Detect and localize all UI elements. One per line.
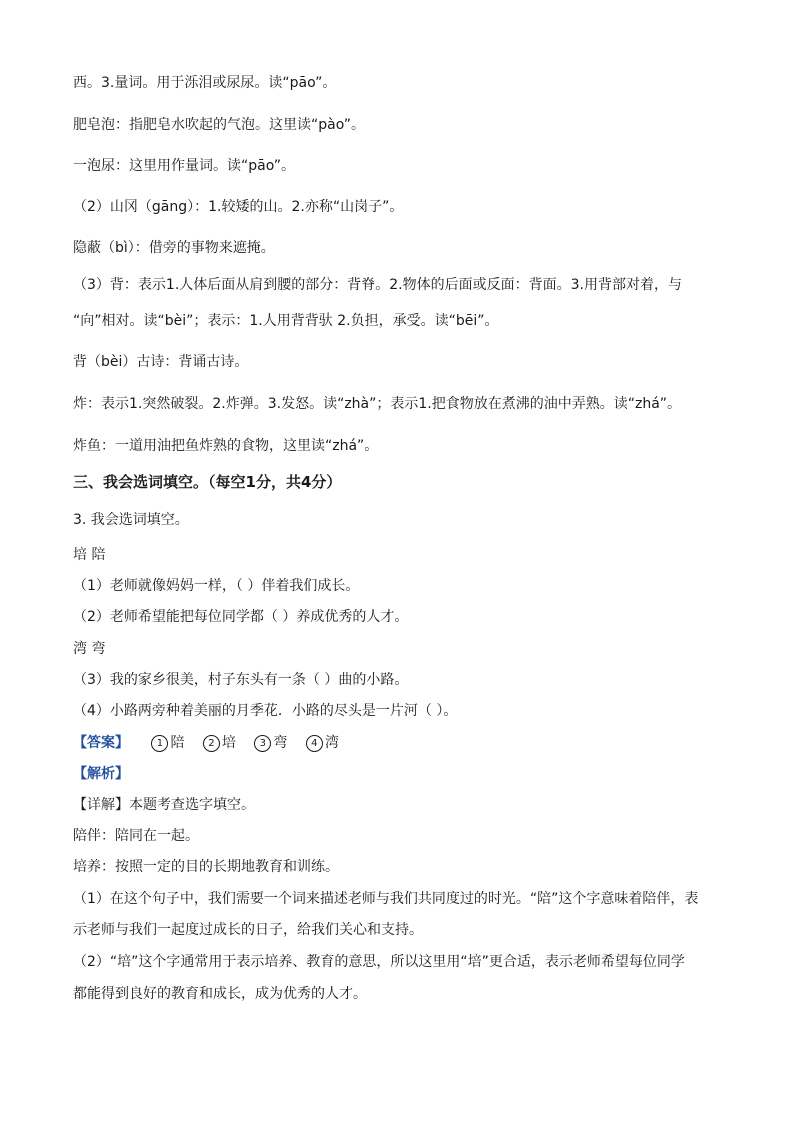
question-item: （4）小路两旁种着美丽的月季花．小路的尽头是一片河（ ）。 bbox=[73, 703, 458, 719]
answer-item bbox=[306, 734, 339, 752]
circled-number: 3 bbox=[254, 735, 271, 752]
analysis-line: （2）“培”这个字通常用于表示培养、教育的意思，所以这里用“培”更合适，表示老师希望每位同学 bbox=[73, 954, 685, 970]
text-line: 隐蔽（bì）：借旁的事物来遮掩。 bbox=[73, 240, 275, 256]
answer-item bbox=[254, 734, 287, 752]
text-line: 肥皂泡：指肥皂水吹起的气泡。这里读“pào”。 bbox=[73, 117, 366, 133]
analysis-label: 【解析】 bbox=[73, 766, 129, 782]
circled-number: 1 bbox=[151, 735, 168, 752]
text-line: （3）背：表示1.人体后面从肩到腰的部分：背脊。2.物体的后面或反面：背面。3.用背部对着，与 bbox=[73, 277, 682, 293]
answer-item bbox=[151, 734, 184, 752]
question-title: 3. 我会选词填空。 bbox=[73, 512, 189, 528]
circled-number: 4 bbox=[306, 735, 323, 752]
analysis-line: （1）在这个句子中，我们需要一个词来描述老师与我们共同度过的时光。“陪”这个字意味着陪伴，表 bbox=[73, 891, 699, 907]
text-line: 一泡尿：这里用作量词。读“pāo”。 bbox=[73, 158, 296, 174]
answer-text: 培 bbox=[221, 735, 236, 751]
question-item: （2）老师希望能把每位同学都（ ）养成优秀的人才。 bbox=[73, 609, 409, 625]
circled-number: 2 bbox=[203, 735, 220, 752]
text-line: 西。3.量词。用于泺泪或尿尿。读“pāo”。 bbox=[73, 75, 337, 91]
answer-row bbox=[73, 734, 339, 752]
text-line: 炸：表示1.突然破裂。2.炸弹。3.发怒。读“zhà”；表示1.把食物放在煮沸的油中弄熟。读“zhá”。 bbox=[73, 396, 682, 412]
text-line: （2）山冈（gāng）：1.较矮的山。2.亦称“山岗子”。 bbox=[73, 199, 404, 215]
answer-text: 弯 bbox=[273, 735, 288, 751]
analysis-line: 示老师与我们一起度过成长的日子，给我们关心和支持。 bbox=[73, 922, 423, 938]
analysis-line: 陪伴：陪同在一起。 bbox=[73, 828, 199, 844]
question-item: （1）老师就像妈妈一样，（ ）伴着我们成长。 bbox=[73, 578, 360, 594]
analysis-line: 都能得到良好的教育和成长，成为优秀的人才。 bbox=[73, 986, 367, 1002]
analysis-line: 培养：按照一定的目的长期地教育和训练。 bbox=[73, 859, 339, 875]
answer-label: 【答案】 bbox=[73, 735, 129, 751]
text-line: “向”相对。读“bèi”；表示：1.人用背背驮 2.负担，承受。读“bēi”。 bbox=[73, 313, 499, 329]
text-line: 背（bèi）古诗：背诵古诗。 bbox=[73, 354, 249, 370]
word-pair: 湾 弯 bbox=[73, 641, 106, 657]
text-line: 炸鱼：一道用油把鱼炸熟的食物，这里读“zhá”。 bbox=[73, 438, 379, 454]
answer-text: 陪 bbox=[170, 735, 185, 751]
analysis-line: 【详解】本题考查选字填空。 bbox=[73, 797, 255, 813]
question-item: （3）我的家乡很美，村子东头有一条（ ）曲的小路。 bbox=[73, 672, 409, 688]
answer-item bbox=[203, 734, 236, 752]
word-pair: 培 陪 bbox=[73, 547, 106, 563]
section-heading: 三、我会选词填空。（每空1分，共4分） bbox=[73, 473, 342, 491]
answer-text: 湾 bbox=[324, 735, 339, 751]
